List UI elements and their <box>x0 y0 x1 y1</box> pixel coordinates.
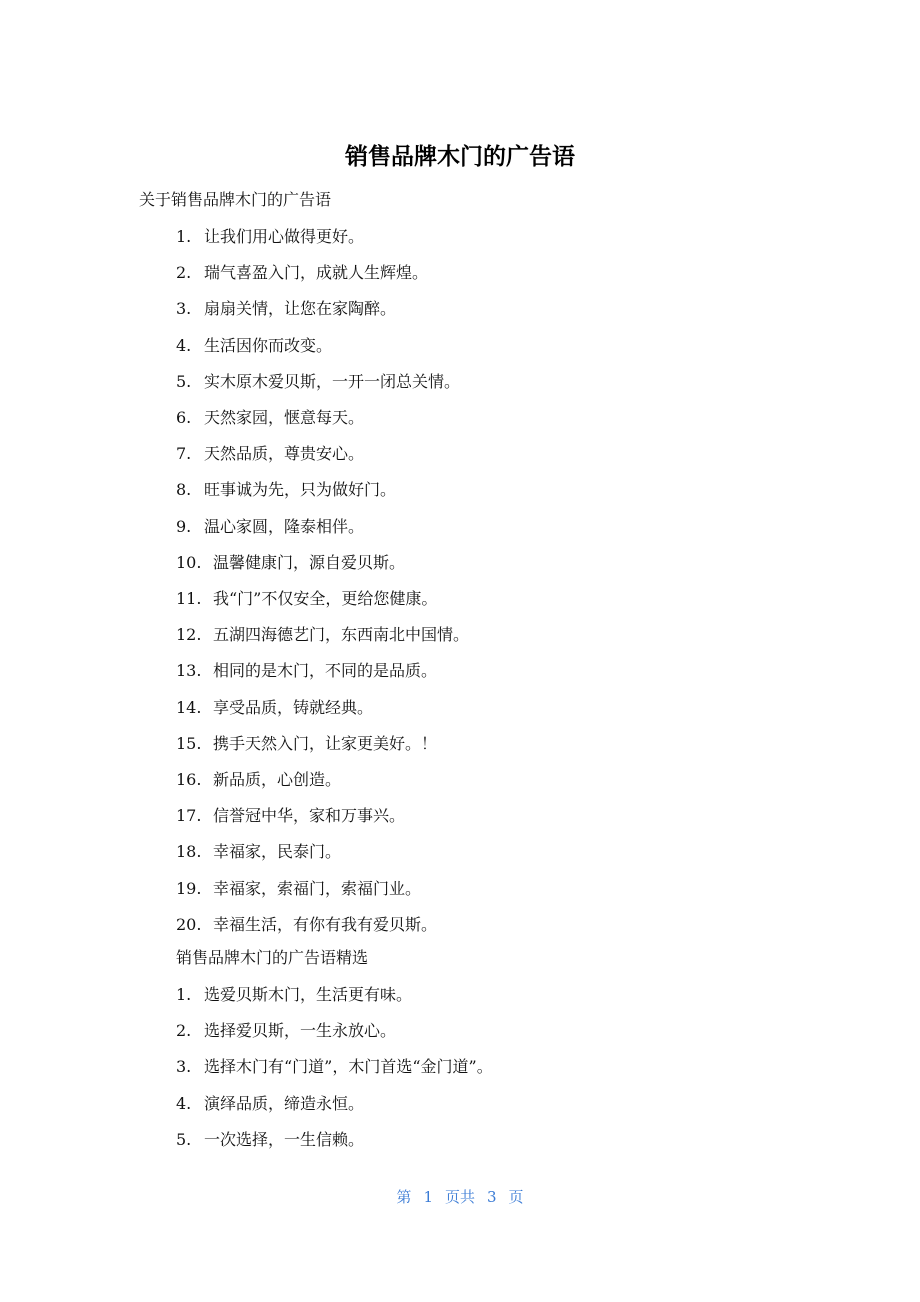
list-item <box>176 804 405 828</box>
list-item <box>176 1128 364 1152</box>
list-item <box>176 840 341 864</box>
list-item-number: 2. <box>176 1021 192 1041</box>
list-item <box>176 696 373 720</box>
list-item-text: 实木原木爱贝斯，一开一闭总关情。 <box>204 371 461 391</box>
list-item <box>176 659 437 683</box>
list-item-number: 14. <box>176 697 202 717</box>
list-item-number: 8. <box>176 480 192 500</box>
list-item <box>176 551 405 575</box>
list-item-number: 7. <box>176 444 192 464</box>
list-item-text: 扇扇关情，让您在家陶醉。 <box>204 299 397 319</box>
list-item-number: 19. <box>176 878 202 898</box>
list-item <box>176 1019 396 1043</box>
list-item <box>176 225 364 249</box>
list-item <box>176 334 332 358</box>
list-item <box>176 732 437 756</box>
list-item-text: 天然品质，尊贵安心。 <box>204 444 365 464</box>
list-item-text: 享受品质，铸就经典。 <box>213 697 374 717</box>
list-item-number: 3. <box>176 299 192 319</box>
list-item-text: 信誉冠中华，家和万事兴。 <box>213 806 406 826</box>
list-item-number: 3. <box>176 1057 192 1077</box>
list-item-text: 幸福生活，有你有我有爱贝斯。 <box>213 914 438 934</box>
list-item <box>176 406 364 430</box>
list-item-number: 9. <box>176 516 192 536</box>
list-item-text: 生活因你而改变。 <box>204 335 333 355</box>
list-item <box>176 297 396 321</box>
footer-current-page: 1 <box>423 1188 433 1206</box>
list-item <box>176 515 364 539</box>
list-item <box>176 1055 493 1079</box>
list-item-text: 选爱贝斯木门，生活更有味。 <box>204 985 413 1004</box>
list-item <box>176 587 437 611</box>
intro-line: 关于销售品牌木门的广告语 <box>139 190 332 209</box>
list-item-number: 13. <box>176 661 202 681</box>
list-item-text: 五湖四海德艺门，东西南北中国情。 <box>213 625 470 645</box>
list-item-number: 11. <box>176 589 202 608</box>
list-item-number: 12. <box>176 625 202 645</box>
list-item-number: 17. <box>176 806 202 826</box>
list-item-number: 15. <box>176 733 202 753</box>
list-item-text: 新品质，心创造。 <box>213 770 342 789</box>
list-item <box>176 370 460 394</box>
list-item-text: 演绎品质，缔造永恒。 <box>204 1093 365 1113</box>
footer-mid: 页共 <box>444 1188 475 1206</box>
list-item-text: 一次选择，一生信赖。 <box>204 1129 365 1149</box>
list-item-text: 旺事诚为先，只为做好门。 <box>204 480 397 500</box>
footer-total-pages: 3 <box>487 1188 497 1206</box>
list-item-text: 幸福家，民泰门。 <box>213 842 342 862</box>
list-item-number: 10. <box>176 552 202 572</box>
list-item <box>176 768 341 792</box>
list-item-number: 1. <box>176 985 192 1004</box>
list-item-text: 瑞气喜盈入门，成就人生辉煌。 <box>204 263 429 283</box>
list-item <box>176 1092 364 1116</box>
list-item-text: 幸福家，索福门，索福门业。 <box>213 878 422 898</box>
list-item-number: 16. <box>176 770 202 789</box>
list-item-text: 选择爱贝斯，一生永放心。 <box>204 1021 397 1041</box>
list-item-number: 5. <box>176 1129 192 1149</box>
list-item-number: 18. <box>176 842 202 862</box>
list-item-text: 携手天然入门，让家更美好。！ <box>213 733 438 753</box>
list-item-number: 4. <box>176 335 192 355</box>
section-heading: 销售品牌木门的广告语精选 <box>176 948 369 967</box>
list-item-text: 选择木门有“门道”，木门首选“金门道”。 <box>204 1057 493 1077</box>
list-item <box>176 913 437 937</box>
footer-suffix: 页 <box>508 1188 524 1206</box>
list-item <box>176 877 421 901</box>
list-item <box>176 983 412 1007</box>
footer-prefix: 第 <box>396 1188 412 1206</box>
list-item-text: 天然家园，惬意每天。 <box>204 408 365 427</box>
list-item-text: 温心家圆，隆泰相伴。 <box>204 516 365 536</box>
list-item-number: 6. <box>176 408 192 427</box>
list-item <box>176 623 469 647</box>
document-title: 销售品牌木门的广告语 <box>345 144 575 170</box>
list-item-text: 相同的是木门，不同的是品质。 <box>213 661 438 681</box>
list-item-text: 我“门”不仅安全，更给您健康。 <box>213 589 438 608</box>
list-item-number: 20. <box>176 914 202 934</box>
page-footer <box>0 1186 920 1208</box>
list-item <box>176 478 396 502</box>
list-item-text: 温馨健康门，源自爱贝斯。 <box>213 552 406 572</box>
list-item-number: 2. <box>176 263 192 283</box>
list-item-number: 4. <box>176 1093 192 1113</box>
list-item-text: 让我们用心做得更好。 <box>204 227 365 246</box>
list-item <box>176 442 364 466</box>
list-item-number: 1. <box>176 227 192 246</box>
list-item <box>176 261 428 285</box>
list-item-number: 5. <box>176 371 192 391</box>
